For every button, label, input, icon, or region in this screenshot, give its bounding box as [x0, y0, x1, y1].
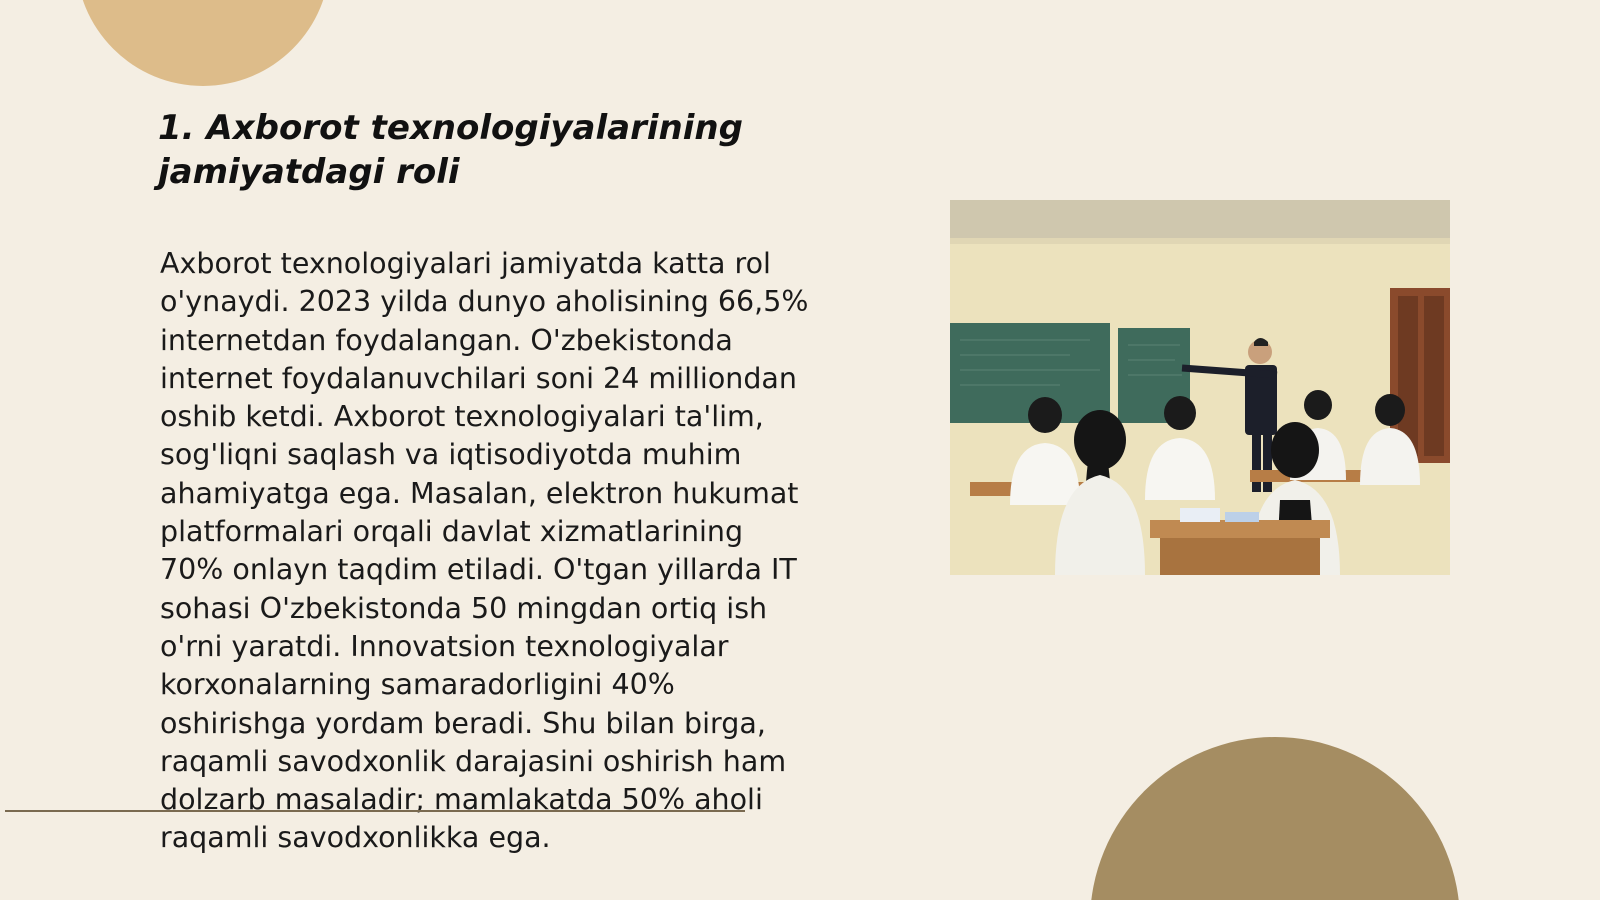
body-line: internetdan foydalangan. O'zbekistonda [160, 323, 733, 357]
title-line-2: jamiyatdagi roli [158, 152, 460, 192]
body-line: o'ynaydi. 2023 yilda dunyo aholisining 66,5% [160, 285, 809, 319]
body-line: ahamiyatga ega. Masalan, elektron hukumat [160, 476, 799, 510]
body-line: 70% onlayn taqdim etiladi. O'tgan yillarda IT [160, 553, 797, 587]
title-line-1: 1. Axborot texnologiyalarining [158, 108, 743, 148]
body-paragraph [160, 245, 860, 858]
decorative-circle-top [76, 0, 330, 86]
decorative-circle-bottom [1090, 737, 1460, 900]
slide-title [158, 106, 858, 194]
classroom-photo [950, 200, 1450, 575]
body-line: sog'liqni saqlash va iqtisodiyotda muhim [160, 438, 742, 472]
body-line: oshib ketdi. Axborot texnologiyalari ta'lim, [160, 400, 764, 434]
body-line: internet foydalanuvchilari soni 24 milliondan [160, 361, 797, 395]
body-line: o'rni yaratdi. Innovatsion texnologiyalar [160, 629, 729, 663]
divider-line [5, 810, 745, 812]
body-line: Axborot texnologiyalari jamiyatda katta rol [160, 247, 771, 280]
body-line: platformalari orqali davlat xizmatlarining [160, 515, 744, 549]
body-line: raqamli savodxonlikka ega. [160, 821, 551, 855]
body-line: dolzarb masaladir; mamlakatda 50% aholi [160, 783, 763, 817]
body-line: sohasi O'zbekistonda 50 mingdan ortiq ish [160, 591, 768, 625]
body-line: oshirishga yordam beradi. Shu bilan birga, [160, 706, 766, 740]
body-line: raqamli savodxonlik darajasini oshirish ham [160, 744, 787, 778]
body-line: korxonalarning samaradorligini 40% [160, 668, 675, 702]
